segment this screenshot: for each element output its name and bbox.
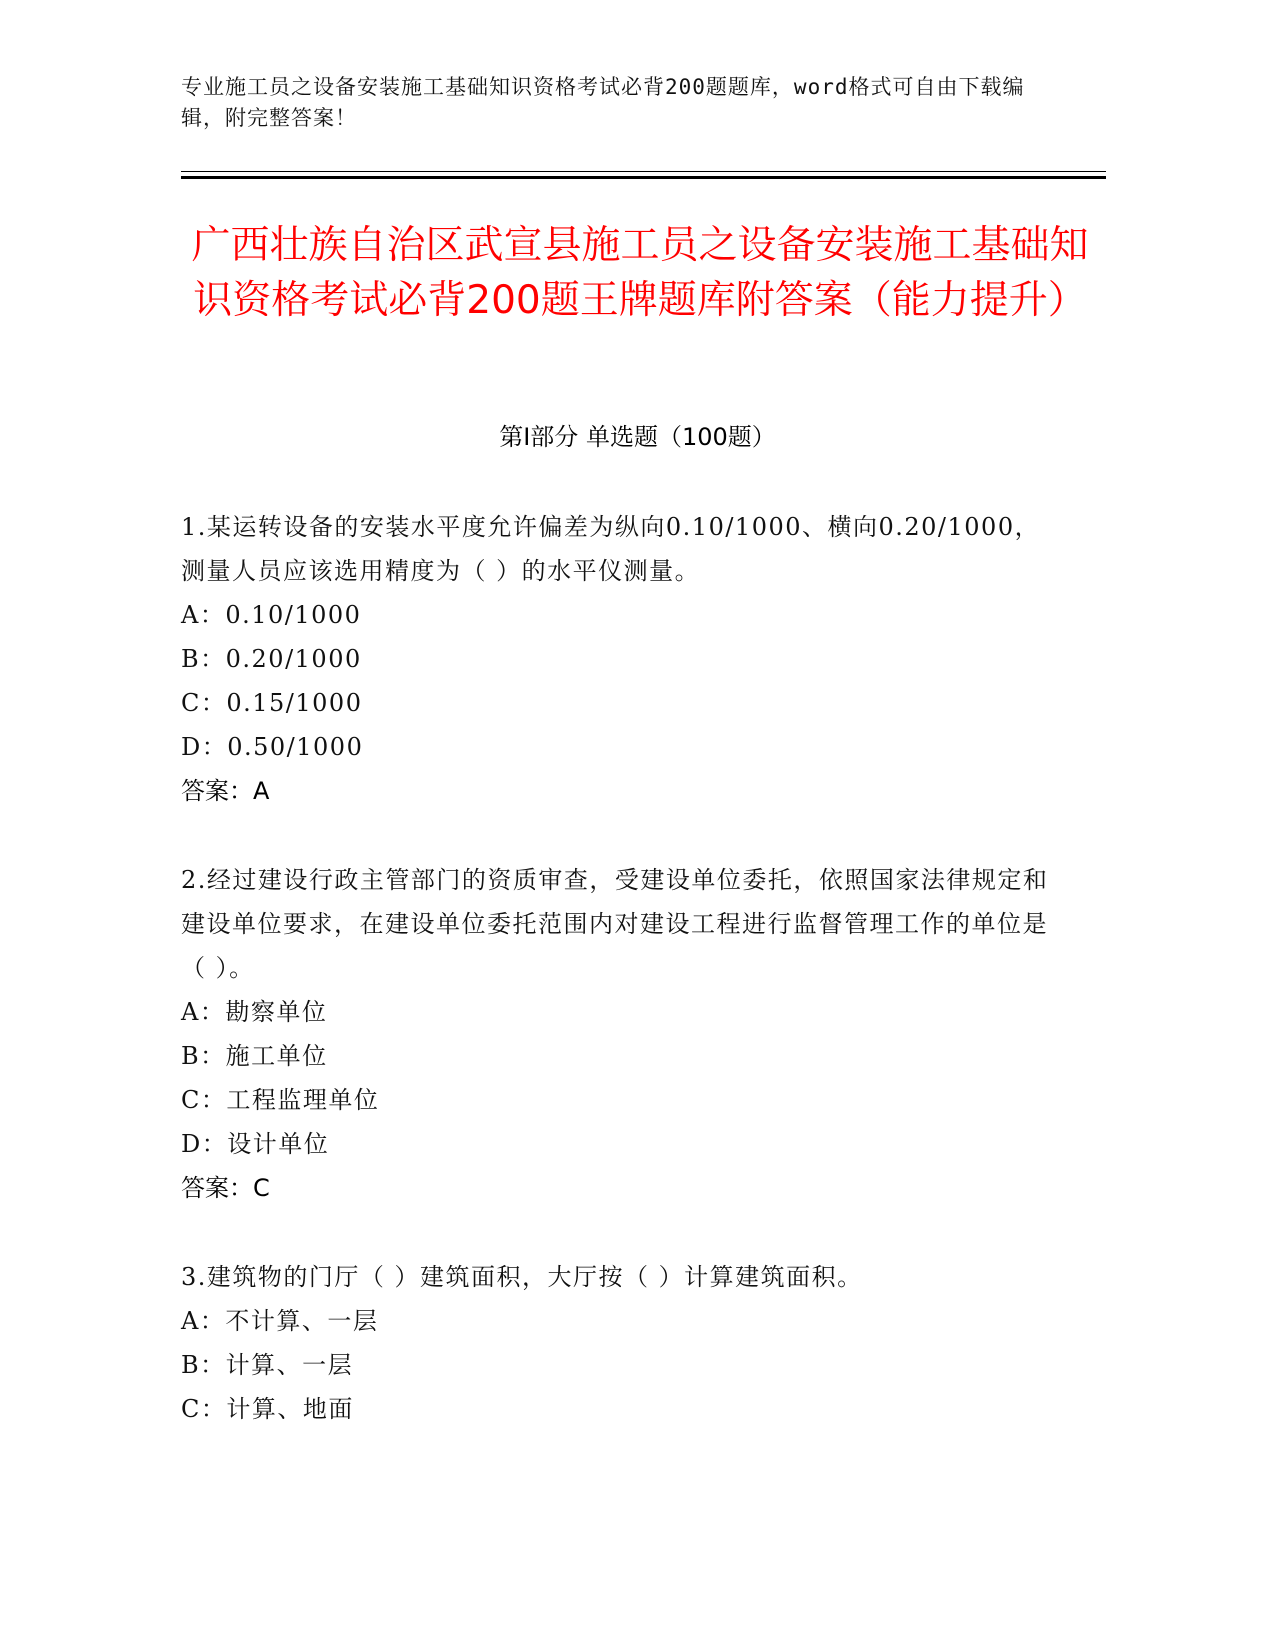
option-c: C：0.15/1000 <box>181 689 363 717</box>
option-b: B：施工单位 <box>181 1042 328 1070</box>
question-list <box>181 505 1061 1476</box>
header-divider-thin <box>181 171 1106 172</box>
document-title: 广西壮族自治区武宣县施工员之设备安装施工基础知识资格考试必背200题王牌题库附答案（能力提升） <box>191 223 1089 323</box>
question-stem: 1.某运转设备的安装水平度允许偏差为纵向0.10/1000、横向0.20/1000，测量人员应该选用精度为（ ）的水平仪测量。 <box>181 513 1041 585</box>
section-title: 第Ⅰ部分 单选题（100题） <box>499 423 776 451</box>
question-2 <box>181 858 1061 1210</box>
option-c: C：工程监理单位 <box>181 1086 380 1114</box>
header-note: 专业施工员之设备安装施工基础知识资格考试必背200题题库，word格式可自由下载编辑，附完整答案！ <box>181 75 1025 130</box>
question-1 <box>181 505 1061 813</box>
option-d: D：设计单位 <box>181 1130 330 1158</box>
answer: 答案：C <box>181 1174 270 1202</box>
option-c: C：计算、地面 <box>181 1395 354 1423</box>
option-a: A：0.10/1000 <box>181 601 362 629</box>
question-3 <box>181 1255 1061 1431</box>
question-stem: 3.建筑物的门厅（ ）建筑面积，大厅按（ ）计算建筑面积。 <box>181 1263 863 1291</box>
option-a: A：不计算、一层 <box>181 1307 379 1335</box>
option-b: B：0.20/1000 <box>181 645 362 673</box>
option-a: A：勘察单位 <box>181 998 328 1026</box>
option-b: B：计算、一层 <box>181 1351 354 1379</box>
option-d: D：0.50/1000 <box>181 733 364 761</box>
header-divider-thick <box>181 176 1106 179</box>
answer: 答案：A <box>181 777 270 805</box>
question-stem: 2.经过建设行政主管部门的资质审查，受建设单位委托，依照国家法律规定和建设单位要求，在建设单位委托范围内对建设工程进行监督管理工作的单位是（ ）。 <box>181 866 1049 982</box>
